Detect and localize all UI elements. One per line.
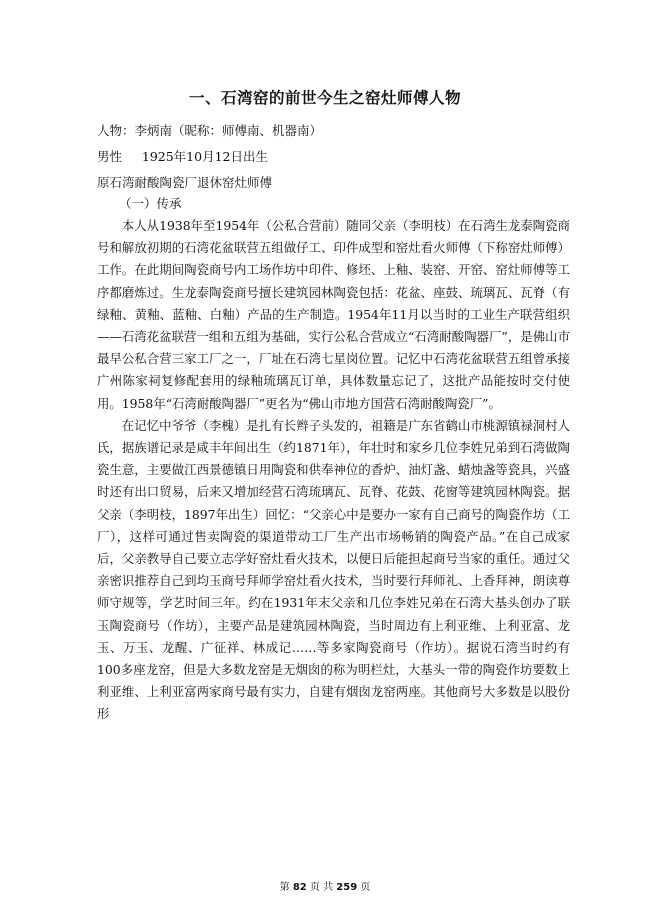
body-text bbox=[97, 215, 570, 726]
paragraph: 本人从1938年至1954年（公私合营前）随同父亲（李明枝）在石湾生龙泰陶瓷商号和解放初期的石湾花盆联营五组做仔工、印件成型和窑灶看火师傅（下称窑灶师傅）工作。在此期间陶瓷商号内工场作坊中印件、修坯、上釉、装窑、开窑、窑灶师傅等工序都磨炼过。生龙泰陶瓷商号擅长建筑园林陶瓷包括：花盆、座鼓、琉璃瓦、瓦脊（有绿釉、黄釉、蓝釉、白釉）产品的生产制造。1954年11月以当时的工业生产联营组织——石湾花盆联营一组和五组为基础，实行公私合营成立“石湾耐酸陶器厂”，是佛山市最早公私合营三家工厂之一，厂址在石湾七星岗位置。记忆中石湾花盆联营五组曾承接广州陈家祠复修配套用的绿釉琉璃瓦订单，具体数量忘记了，这批产品能按时交付使用。1958年“石湾耐酸陶器厂”更名为“佛山市地方国营石湾耐酸陶瓷厂”。 bbox=[97, 218, 570, 411]
footer-prefix: 第 bbox=[279, 882, 290, 893]
footer-total-pages: 259 bbox=[336, 882, 358, 893]
page-footer bbox=[0, 878, 650, 893]
position-line: 原石湾耐酸陶瓷厂退休窑灶师傅 bbox=[97, 175, 273, 190]
section-heading: （一）传承 bbox=[119, 196, 182, 211]
paragraph: 在记忆中爷爷（李槐）是扎有长辫子头发的，祖籍是广东省鹤山市桃源镇禄洞村人氏，据族谱记录是咸丰年间出生（约1871年），年壮时和家乡几位李姓兄弟到石湾做陶瓷生意，主要做江西景德镇日用陶瓷和供奉神位的香炉、油灯盏、蜡烛盏等瓷具，兴盛时还有出口贸易，后来又增加经营石湾琉璃瓦、瓦脊、花鼓、花窗等建筑园林陶瓷。据父亲（李明枝，1897年出生）回忆：“父亲心中是要办一家有自己商号的陶瓷作坊（工厂），这样可通过售卖陶瓷的渠道带动工厂生产出市场畅销的陶瓷产品。”在自己成家后，父亲教导自己要立志学好窑灶看火技术，以便日后能担起商号当家的重任。通过父亲密识推荐自己到均玉商号拜师学窑灶看火技术，当时要行拜师礼、上香拜神，朗读尊师守规等，学艺时间三年。约在1931年末父亲和几位李姓兄弟在石湾大基头创办了联玉陶瓷商号（作坊），主要产品是建筑园林陶瓷，当时周边有上利亚维、上利亚富、龙玉、万玉、龙醒、广征祥、林成记……等多家陶瓷商号（作坊）。据说石湾当时约有100多座龙窑，但是大多数龙窑是无烟囱的称为明栏灶，大基头一带的陶瓷作坊要数上利亚维、上利亚富两家商号最有实力，自建有烟囱龙窑两座。其他商号大多数是以股份形 bbox=[97, 417, 570, 722]
footer-middle: 页 共 bbox=[309, 882, 334, 893]
birth-line: 男性 1925年10月12日出生 bbox=[97, 149, 268, 164]
page-title: 一、石湾窑的前世今生之窑灶师傅人物 bbox=[188, 88, 461, 107]
footer-suffix: 页 bbox=[360, 882, 371, 893]
footer-page-number: 82 bbox=[292, 882, 307, 893]
person-line: 人物：李炳南（昵称：师傅南、机器南） bbox=[97, 123, 323, 138]
